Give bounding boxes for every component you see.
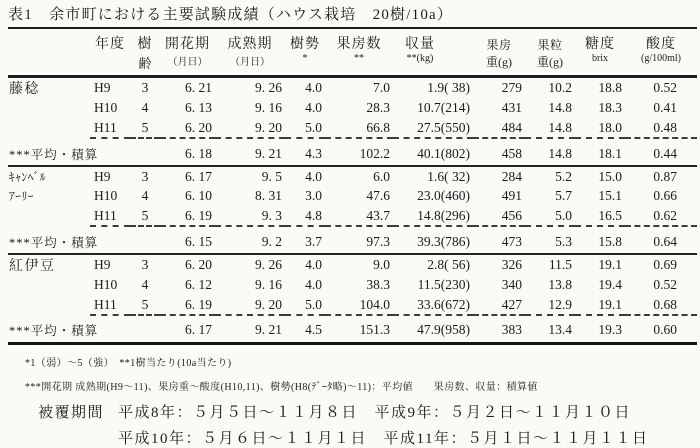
footnote-scale: *1（弱）～5（強） **1樹当たり(10a当たり) — [25, 357, 232, 369]
average-value-cell: 15.8 — [575, 230, 625, 254]
data-row — [8, 166, 697, 186]
value-cell: 5 — [141, 207, 149, 223]
cover-period-line-1 — [38, 401, 700, 422]
average-label: ***平均・積算 — [8, 142, 160, 166]
average-value-cell: 39.3(786) — [393, 230, 473, 254]
value-cell: H9 — [94, 80, 111, 95]
col-unit-3: （月日） — [160, 53, 215, 77]
col-header-10: 糖度 — [585, 37, 615, 52]
value-cell: 0.41 — [653, 100, 677, 115]
col-unit-4: （月日） — [215, 53, 285, 77]
variety-cell: 藤稔 — [9, 82, 40, 97]
col-header-2: 樹 — [137, 37, 153, 52]
value-cell: 6. 17 — [185, 168, 212, 184]
value-cell: 19.4 — [598, 277, 622, 292]
variety-cell — [8, 98, 90, 118]
average-value-cell: 6. 17 — [160, 319, 215, 343]
value-cell: 1.6( 32) — [427, 168, 470, 184]
value-cell: 431 — [501, 100, 522, 115]
value-cell: 6. 13 — [185, 100, 212, 115]
value-cell: H10 — [94, 100, 118, 115]
average-value-cell: 0.64 — [625, 230, 697, 254]
variety-cell — [8, 118, 90, 138]
average-value-cell: 4.3 — [285, 142, 325, 166]
col-unit-6: ** — [325, 53, 393, 77]
value-cell: 19.1 — [598, 257, 622, 272]
average-value-cell: 9. 21 — [215, 319, 285, 343]
data-row — [8, 77, 697, 99]
average-value-cell: 458 — [473, 142, 525, 166]
value-cell: 16.5 — [598, 207, 622, 223]
header-row-units — [8, 53, 697, 77]
header-row-top — [8, 29, 697, 53]
col-unit-5: * — [285, 53, 325, 77]
col-header-9: 果粒 — [537, 38, 563, 52]
data-row — [8, 295, 697, 315]
col-unit-2: 齢 — [130, 53, 160, 77]
value-cell: H11 — [94, 296, 117, 312]
col-unit-7: **(kg) — [393, 53, 473, 77]
value-cell: 5 — [141, 119, 149, 135]
value-cell: 23.0(460) — [417, 188, 470, 203]
value-cell: 4.0 — [305, 277, 322, 292]
average-label: ***平均・積算 — [8, 230, 160, 254]
average-value-cell: 19.3 — [575, 319, 625, 343]
value-cell: 9.0 — [373, 257, 390, 272]
value-cell: 6. 19 — [185, 207, 212, 223]
value-cell: 456 — [501, 207, 522, 223]
value-cell: 4 — [141, 100, 149, 115]
value-cell: 427 — [501, 296, 522, 312]
average-value-cell: 9. 21 — [215, 142, 285, 166]
cover-period-dates-1: 平成8年：５月５日～１１月８日 平成9年：５月２日～１１月１０日 — [118, 404, 632, 421]
value-cell: 9. 26 — [255, 257, 282, 272]
average-value-cell: 97.3 — [325, 230, 393, 254]
value-cell: 11.5(230) — [417, 277, 470, 292]
average-value-cell: 47.9(958) — [393, 319, 473, 343]
value-cell: 15.0 — [598, 168, 622, 184]
value-cell: 5 — [141, 296, 149, 312]
value-cell: 3 — [141, 80, 149, 95]
value-cell: 11.5 — [548, 257, 572, 272]
value-cell: 6. 20 — [185, 119, 212, 135]
value-cell: 6.0 — [373, 168, 390, 184]
col-header-4: 成熟期 — [227, 37, 273, 52]
value-cell: 0.52 — [653, 277, 677, 292]
data-row — [8, 206, 697, 226]
results-table — [8, 29, 697, 345]
average-value-cell: 13.4 — [525, 319, 575, 343]
average-value-cell: 0.44 — [625, 142, 697, 166]
value-cell: H9 — [94, 168, 111, 184]
value-cell: 0.69 — [653, 257, 677, 272]
average-value-cell: 4.5 — [285, 319, 325, 343]
value-cell: 9. 26 — [255, 80, 282, 95]
average-value-cell: 0.60 — [625, 319, 697, 343]
value-cell: 0.62 — [653, 207, 677, 223]
footnote-average: ***開花期 成熟期(H9～11)、果房重～酸度(H10,11)、樹勢(H8(ﾃﾞｰﾀ略)～11)：平均値 果房数、収量：積算値 — [25, 381, 538, 393]
average-value-cell: 5.3 — [525, 230, 575, 254]
value-cell: 3 — [141, 257, 149, 272]
col-unit-9: 重(g) — [525, 53, 575, 77]
value-cell: 1.9( 38) — [427, 80, 470, 95]
value-cell: 14.8 — [548, 100, 572, 115]
average-value-cell: 473 — [473, 230, 525, 254]
data-row — [8, 186, 697, 206]
value-cell: 6. 19 — [185, 296, 212, 312]
value-cell: 484 — [501, 119, 522, 135]
value-cell: 0.48 — [653, 119, 677, 135]
value-cell: 12.9 — [548, 296, 572, 312]
cover-period-label: 被覆期間 — [38, 404, 105, 421]
value-cell: 6. 10 — [185, 188, 212, 203]
average-value-cell: 9. 2 — [215, 230, 285, 254]
variety-cell: ｷｬﾝﾍﾞﾙ — [9, 171, 46, 184]
value-cell: 104.0 — [359, 296, 390, 312]
value-cell: 4.0 — [305, 80, 322, 95]
cover-period-line-2 — [118, 427, 700, 448]
value-cell: 2.8( 56) — [427, 257, 470, 272]
average-value-cell: 6. 15 — [160, 230, 215, 254]
value-cell: 4 — [141, 277, 149, 292]
value-cell: 9. 16 — [255, 100, 282, 115]
value-cell: 491 — [501, 188, 522, 203]
col-unit-10: brix — [575, 53, 625, 77]
average-value-cell: 18.1 — [575, 142, 625, 166]
average-value-cell: 40.1(802) — [393, 142, 473, 166]
value-cell: 3 — [141, 168, 149, 184]
col-header-3: 開花期 — [165, 37, 210, 52]
data-row — [8, 98, 697, 118]
col-unit-0 — [8, 53, 90, 77]
value-cell: 38.3 — [366, 277, 390, 292]
value-cell: 284 — [501, 168, 522, 184]
variety-cell — [8, 275, 90, 295]
value-cell: 279 — [501, 80, 522, 95]
value-cell: 9. 20 — [255, 119, 282, 135]
average-row — [8, 230, 697, 254]
average-value-cell: 3.7 — [285, 230, 325, 254]
average-value-cell: 383 — [473, 319, 525, 343]
value-cell: 18.3 — [598, 100, 622, 115]
col-header-0 — [8, 29, 90, 53]
value-cell: 15.1 — [598, 188, 622, 203]
table-head — [8, 29, 697, 77]
value-cell: 5.0 — [555, 207, 572, 223]
value-cell: H11 — [94, 119, 117, 135]
variety-cell: ｱｰﾘｰ — [9, 191, 34, 203]
average-value-cell: 14.8 — [525, 142, 575, 166]
value-cell: 43.7 — [366, 207, 390, 223]
col-unit-8: 重(g) — [473, 53, 525, 77]
value-cell: 9. 20 — [255, 296, 282, 312]
value-cell: 27.5(550) — [417, 119, 470, 135]
value-cell: H9 — [94, 257, 111, 272]
value-cell: 14.8 — [548, 119, 572, 135]
average-value-cell: 102.2 — [325, 142, 393, 166]
average-label: ***平均・積算 — [8, 319, 160, 343]
value-cell: 10.7(214) — [417, 100, 470, 115]
value-cell: 28.3 — [366, 100, 390, 115]
value-cell: 5.0 — [305, 119, 322, 135]
value-cell: H11 — [94, 207, 117, 223]
data-row — [8, 118, 697, 138]
col-header-1: 年度 — [95, 37, 125, 52]
value-cell: 4.0 — [305, 257, 322, 272]
value-cell: 0.87 — [653, 168, 677, 184]
variety-cell — [8, 295, 90, 315]
average-row — [8, 142, 697, 166]
value-cell: 0.68 — [653, 296, 677, 312]
value-cell: 4.0 — [305, 168, 322, 184]
value-cell: 18.8 — [598, 80, 622, 95]
value-cell: 6. 12 — [185, 277, 212, 292]
value-cell: H10 — [94, 277, 118, 292]
value-cell: 33.6(672) — [417, 296, 470, 312]
value-cell: 9. 3 — [261, 207, 282, 223]
value-cell: 4.8 — [305, 207, 322, 223]
value-cell: 6. 21 — [185, 80, 212, 95]
value-cell: 340 — [501, 277, 522, 292]
value-cell: 7.0 — [373, 80, 390, 95]
value-cell: 0.52 — [653, 80, 677, 95]
table-body — [8, 77, 697, 344]
value-cell: 5.7 — [555, 188, 572, 203]
value-cell: 5.2 — [555, 168, 572, 184]
col-header-5: 樹勢 — [290, 37, 320, 52]
table-title: 表1 余市町における主要試験成績（ハウス栽培 20樹/10a） — [8, 3, 697, 29]
variety-cell — [8, 206, 90, 226]
value-cell: 8. 31 — [255, 188, 282, 203]
variety-cell: 紅伊豆 — [9, 259, 56, 274]
cover-period-dates-2: 平成10年：５月６日～１１月１日 平成11年：５月１日～１１月１１日 — [118, 430, 649, 447]
col-header-11: 酸度 — [646, 37, 676, 52]
value-cell: 10.2 — [548, 80, 572, 95]
average-value-cell: 151.3 — [325, 319, 393, 343]
data-row — [8, 275, 697, 295]
value-cell: 47.6 — [366, 188, 390, 203]
value-cell: 5.0 — [305, 296, 322, 312]
value-cell: 19.1 — [598, 296, 622, 312]
average-row — [8, 319, 697, 343]
value-cell: 9. 16 — [255, 277, 282, 292]
col-header-7: 収量 — [405, 37, 435, 52]
value-cell: 9. 5 — [261, 168, 282, 184]
value-cell: 326 — [501, 257, 522, 272]
col-unit-11: (g/100ml) — [625, 53, 697, 77]
value-cell: 0.66 — [653, 188, 677, 203]
col-header-6: 果房数 — [336, 37, 382, 52]
value-cell: H10 — [94, 188, 118, 203]
col-unit-1 — [90, 53, 130, 77]
value-cell: 13.8 — [548, 277, 572, 292]
data-row — [8, 254, 697, 275]
average-value-cell: 6. 18 — [160, 142, 215, 166]
value-cell: 6. 20 — [185, 257, 212, 272]
value-cell: 66.8 — [366, 119, 390, 135]
col-header-8: 果房 — [486, 38, 512, 52]
value-cell: 14.8(296) — [417, 207, 470, 223]
value-cell: 3.0 — [305, 188, 322, 203]
value-cell: 4.0 — [305, 100, 322, 115]
value-cell: 18.0 — [598, 119, 622, 135]
value-cell: 4 — [141, 188, 149, 203]
